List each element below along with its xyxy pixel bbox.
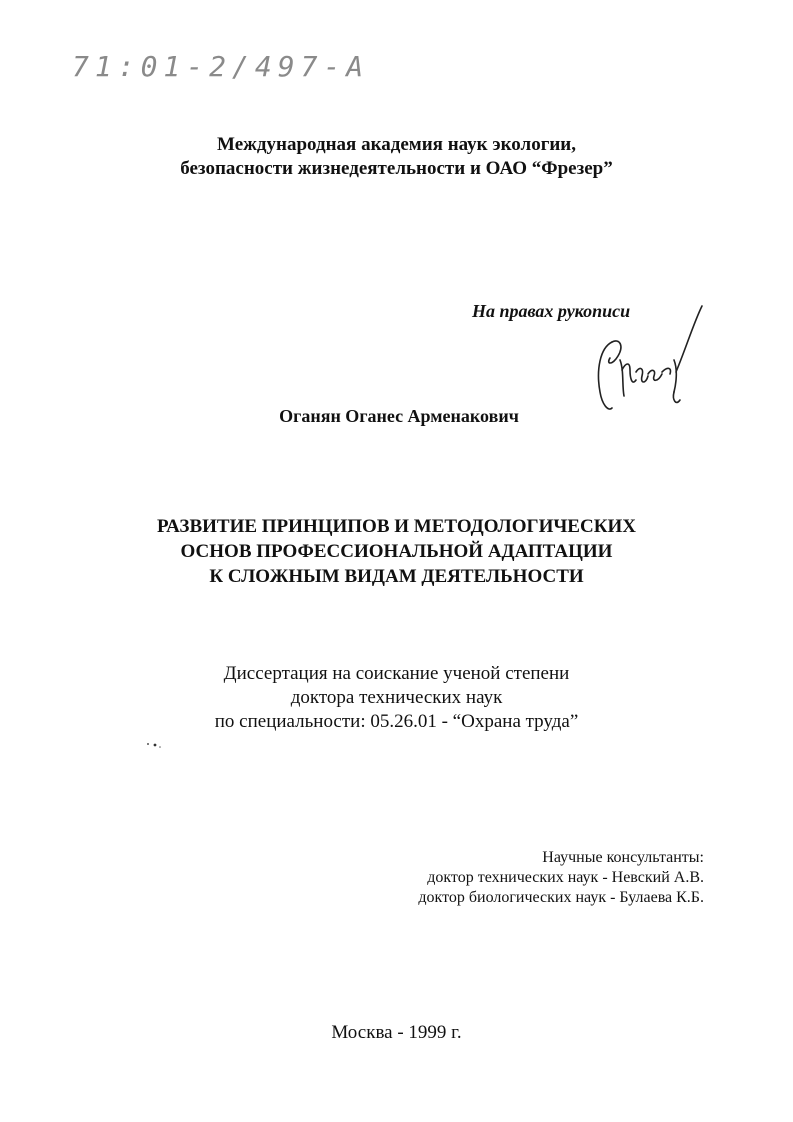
institution-line-2: безопасности жизнедеятельности и ОАО “Фрезер” xyxy=(180,158,613,179)
institution-line-1: Международная академия наук экологии, xyxy=(217,134,576,155)
dissertation-line-1: Диссертация на соискание ученой степени xyxy=(223,663,570,684)
archive-stamp xyxy=(70,40,450,90)
archive-stamp-text: 71:01-2/497-А xyxy=(72,50,370,83)
consultant-item: доктор биологических наук - Булаева К.Б. xyxy=(418,889,704,906)
scan-speck xyxy=(145,738,165,750)
manuscript-note: На правах рукописи xyxy=(472,301,631,321)
dissertation-title xyxy=(0,514,793,589)
consultants-block xyxy=(418,848,704,908)
city-year-text: Москва - 1999 г. xyxy=(331,1022,462,1043)
consultants-heading: Научные консультанты: xyxy=(542,849,704,866)
consultant-item: доктор технических наук - Невский А.В. xyxy=(427,869,704,886)
dissertation-line-2: доктора технических наук xyxy=(290,687,503,708)
title-line-3: К СЛОЖНЫМ ВИДАМ ДЕЯТЕЛЬНОСТИ xyxy=(209,566,584,587)
institution-name xyxy=(0,133,793,181)
title-line-1: РАЗВИТИЕ ПРИНЦИПОВ И МЕТОДОЛОГИЧЕСКИХ xyxy=(157,516,636,537)
dissertation-line-3: по специальности: 05.26.01 - “Охрана труда” xyxy=(214,711,579,732)
dissertation-description xyxy=(0,662,793,734)
title-line-2: ОСНОВ ПРОФЕССИОНАЛЬНОЙ АДАПТАЦИИ xyxy=(180,541,613,562)
city-year xyxy=(0,1022,793,1044)
author-name: Оганян Оганес Арменакович xyxy=(279,406,519,426)
